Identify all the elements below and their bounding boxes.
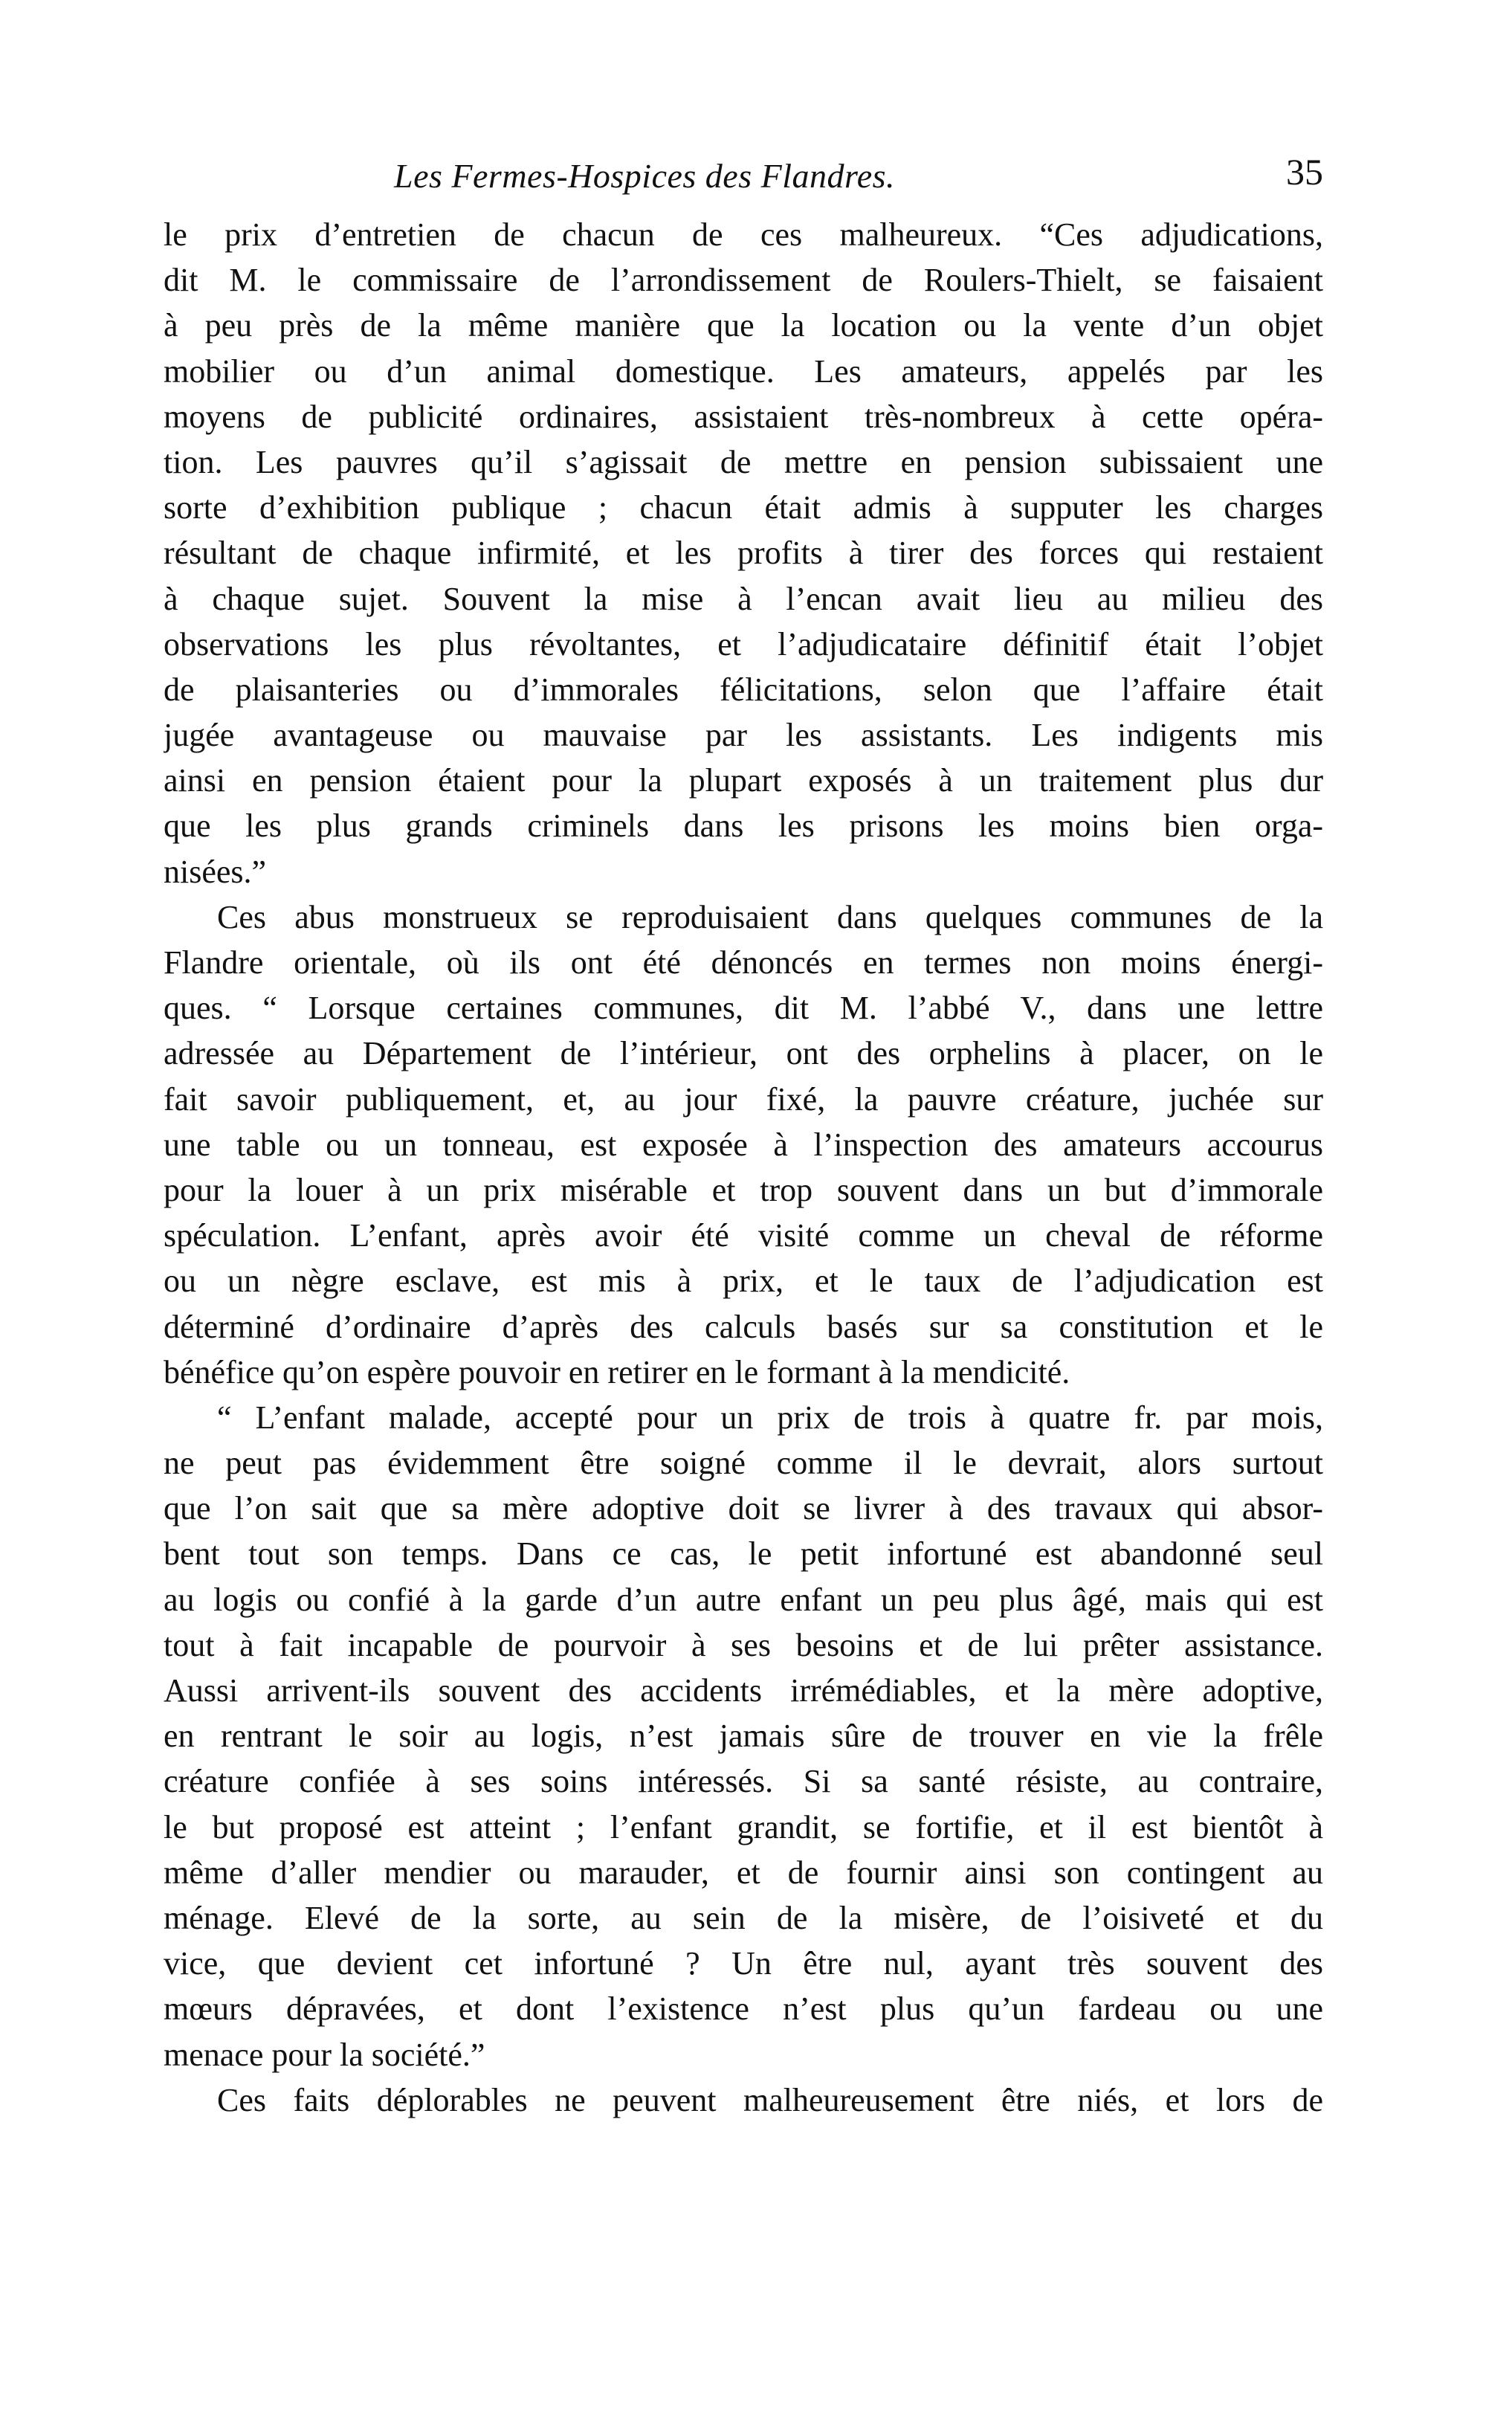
text-line: nisées.” — [164, 853, 267, 890]
text-line: spéculation. L’enfant, après avoir été visité comme un cheval de réforme — [164, 1217, 1323, 1254]
text-line: le prix d’entretien de chacun de ces malheureux. “Ces adjudications, — [164, 216, 1323, 253]
text-line: même d’aller mendier ou marauder, et de fournir ainsi son contingent au — [164, 1854, 1323, 1891]
text-line: menace pour la société.” — [164, 2036, 485, 2073]
running-head — [164, 151, 1323, 208]
text-line: à chaque sujet. Souvent la mise à l’encan avait lieu au milieu des — [164, 580, 1323, 617]
text-line: Flandre orientale, où ils ont été dénoncés en termes non moins énergi- — [164, 944, 1323, 981]
text-line: une table ou un tonneau, est exposée à l’inspection des amateurs accourus — [164, 1126, 1323, 1163]
text-line: adressée au Département de l’intérieur, ont des orphelins à placer, on le — [164, 1035, 1323, 1072]
paragraph-start-line: Ces abus monstrueux se reproduisaient dans quelques communes de la — [217, 898, 1323, 935]
text-line: mobilier ou d’un animal domestique. Les amateurs, appelés par les — [164, 352, 1323, 390]
text-line: observations les plus révoltantes, et l’adjudicataire définitif était l’objet — [164, 625, 1323, 662]
text-line: moyens de publicité ordinaires, assistaient très-nombreux à cette opéra- — [164, 398, 1323, 435]
text-line: jugée avantageuse ou mauvaise par les assistants. Les indigents mis — [164, 717, 1323, 754]
text-line: Aussi arrivent-ils souvent des accidents irrémédiables, et la mère adoptive, — [164, 1672, 1323, 1709]
text-line: de plaisanteries ou d’immorales félicitations, selon que l’affaire était — [164, 671, 1323, 708]
text-line: pour la louer à un prix misérable et trop souvent dans un but d’immorale — [164, 1171, 1323, 1208]
text-line: résultant de chaque infirmité, et les profits à tirer des forces qui restaient — [164, 535, 1323, 572]
text-line: déterminé d’ordinaire d’après des calculs basés sur sa constitution et le — [164, 1308, 1323, 1345]
body-text — [164, 212, 1323, 2123]
paragraph-start-line: “ L’enfant malade, accepté pour un prix de trois à quatre fr. par mois, — [217, 1399, 1323, 1436]
text-line: ou un nègre esclave, est mis à prix, et le taux de l’adjudication est — [164, 1263, 1323, 1300]
text-line: vice, que devient cet infortuné ? Un être nul, ayant très souvent des — [164, 1945, 1323, 1982]
text-line: en rentrant le soir au logis, n’est jamais sûre de trouver en vie la frêle — [164, 1718, 1323, 1755]
text-line: ménage. Elevé de la sorte, au sein de la misère, de l’oisiveté et du — [164, 1899, 1323, 1936]
text-line: ainsi en pension étaient pour la plupart exposés à un traitement plus dur — [164, 762, 1323, 799]
text-line: sorte d’exhibition publique ; chacun était admis à supputer les charges — [164, 489, 1323, 526]
text-line: que les plus grands criminels dans les prisons les moins bien orga- — [164, 807, 1323, 845]
text-line: ne peut pas évidemment être soigné comme il le devrait, alors surtout — [164, 1445, 1323, 1482]
text-line: bent tout son temps. Dans ce cas, le petit infortuné est abandonné seul — [164, 1535, 1323, 1573]
text-line: tout à fait incapable de pourvoir à ses besoins et de lui prêter assistance. — [164, 1626, 1323, 1663]
text-line: au logis ou confié à la garde d’un autre enfant un peu plus âgé, mais qui est — [164, 1581, 1323, 1618]
text-line: que l’on sait que sa mère adoptive doit se livrer à des travaux qui absor- — [164, 1490, 1323, 1527]
text-line: mœurs dépravées, et dont l’existence n’est plus qu’un fardeau ou une — [164, 1990, 1323, 2028]
paragraph-start-line: Ces faits déplorables ne peuvent malheureusement être niés, et lors de — [217, 2081, 1323, 2118]
running-title: Les Fermes-Hospices des Flandres. — [394, 157, 896, 195]
text-line: fait savoir publiquement, et, au jour fixé, la pauvre créature, juchée sur — [164, 1080, 1323, 1118]
text-line: créature confiée à ses soins intéressés. Si sa santé résiste, au contraire, — [164, 1763, 1323, 1800]
text-line: le but proposé est atteint ; l’enfant grandit, se fortifie, et il est bientôt à — [164, 1808, 1323, 1845]
text-line: ques. “ Lorsque certaines communes, dit M. l’abbé V., dans une lettre — [164, 990, 1323, 1027]
text-line: dit M. le commissaire de l’arrondissement de Roulers-Thielt, se faisaient — [164, 262, 1323, 299]
page-number: 35 — [1286, 151, 1323, 193]
text-line: tion. Les pauvres qu’il s’agissait de mettre en pension subissaient une — [164, 443, 1323, 480]
text-line: à peu près de la même manière que la location ou la vente d’un objet — [164, 307, 1323, 344]
text-line: bénéfice qu’on espère pouvoir en retirer en le formant à la mendicité. — [164, 1353, 1070, 1390]
